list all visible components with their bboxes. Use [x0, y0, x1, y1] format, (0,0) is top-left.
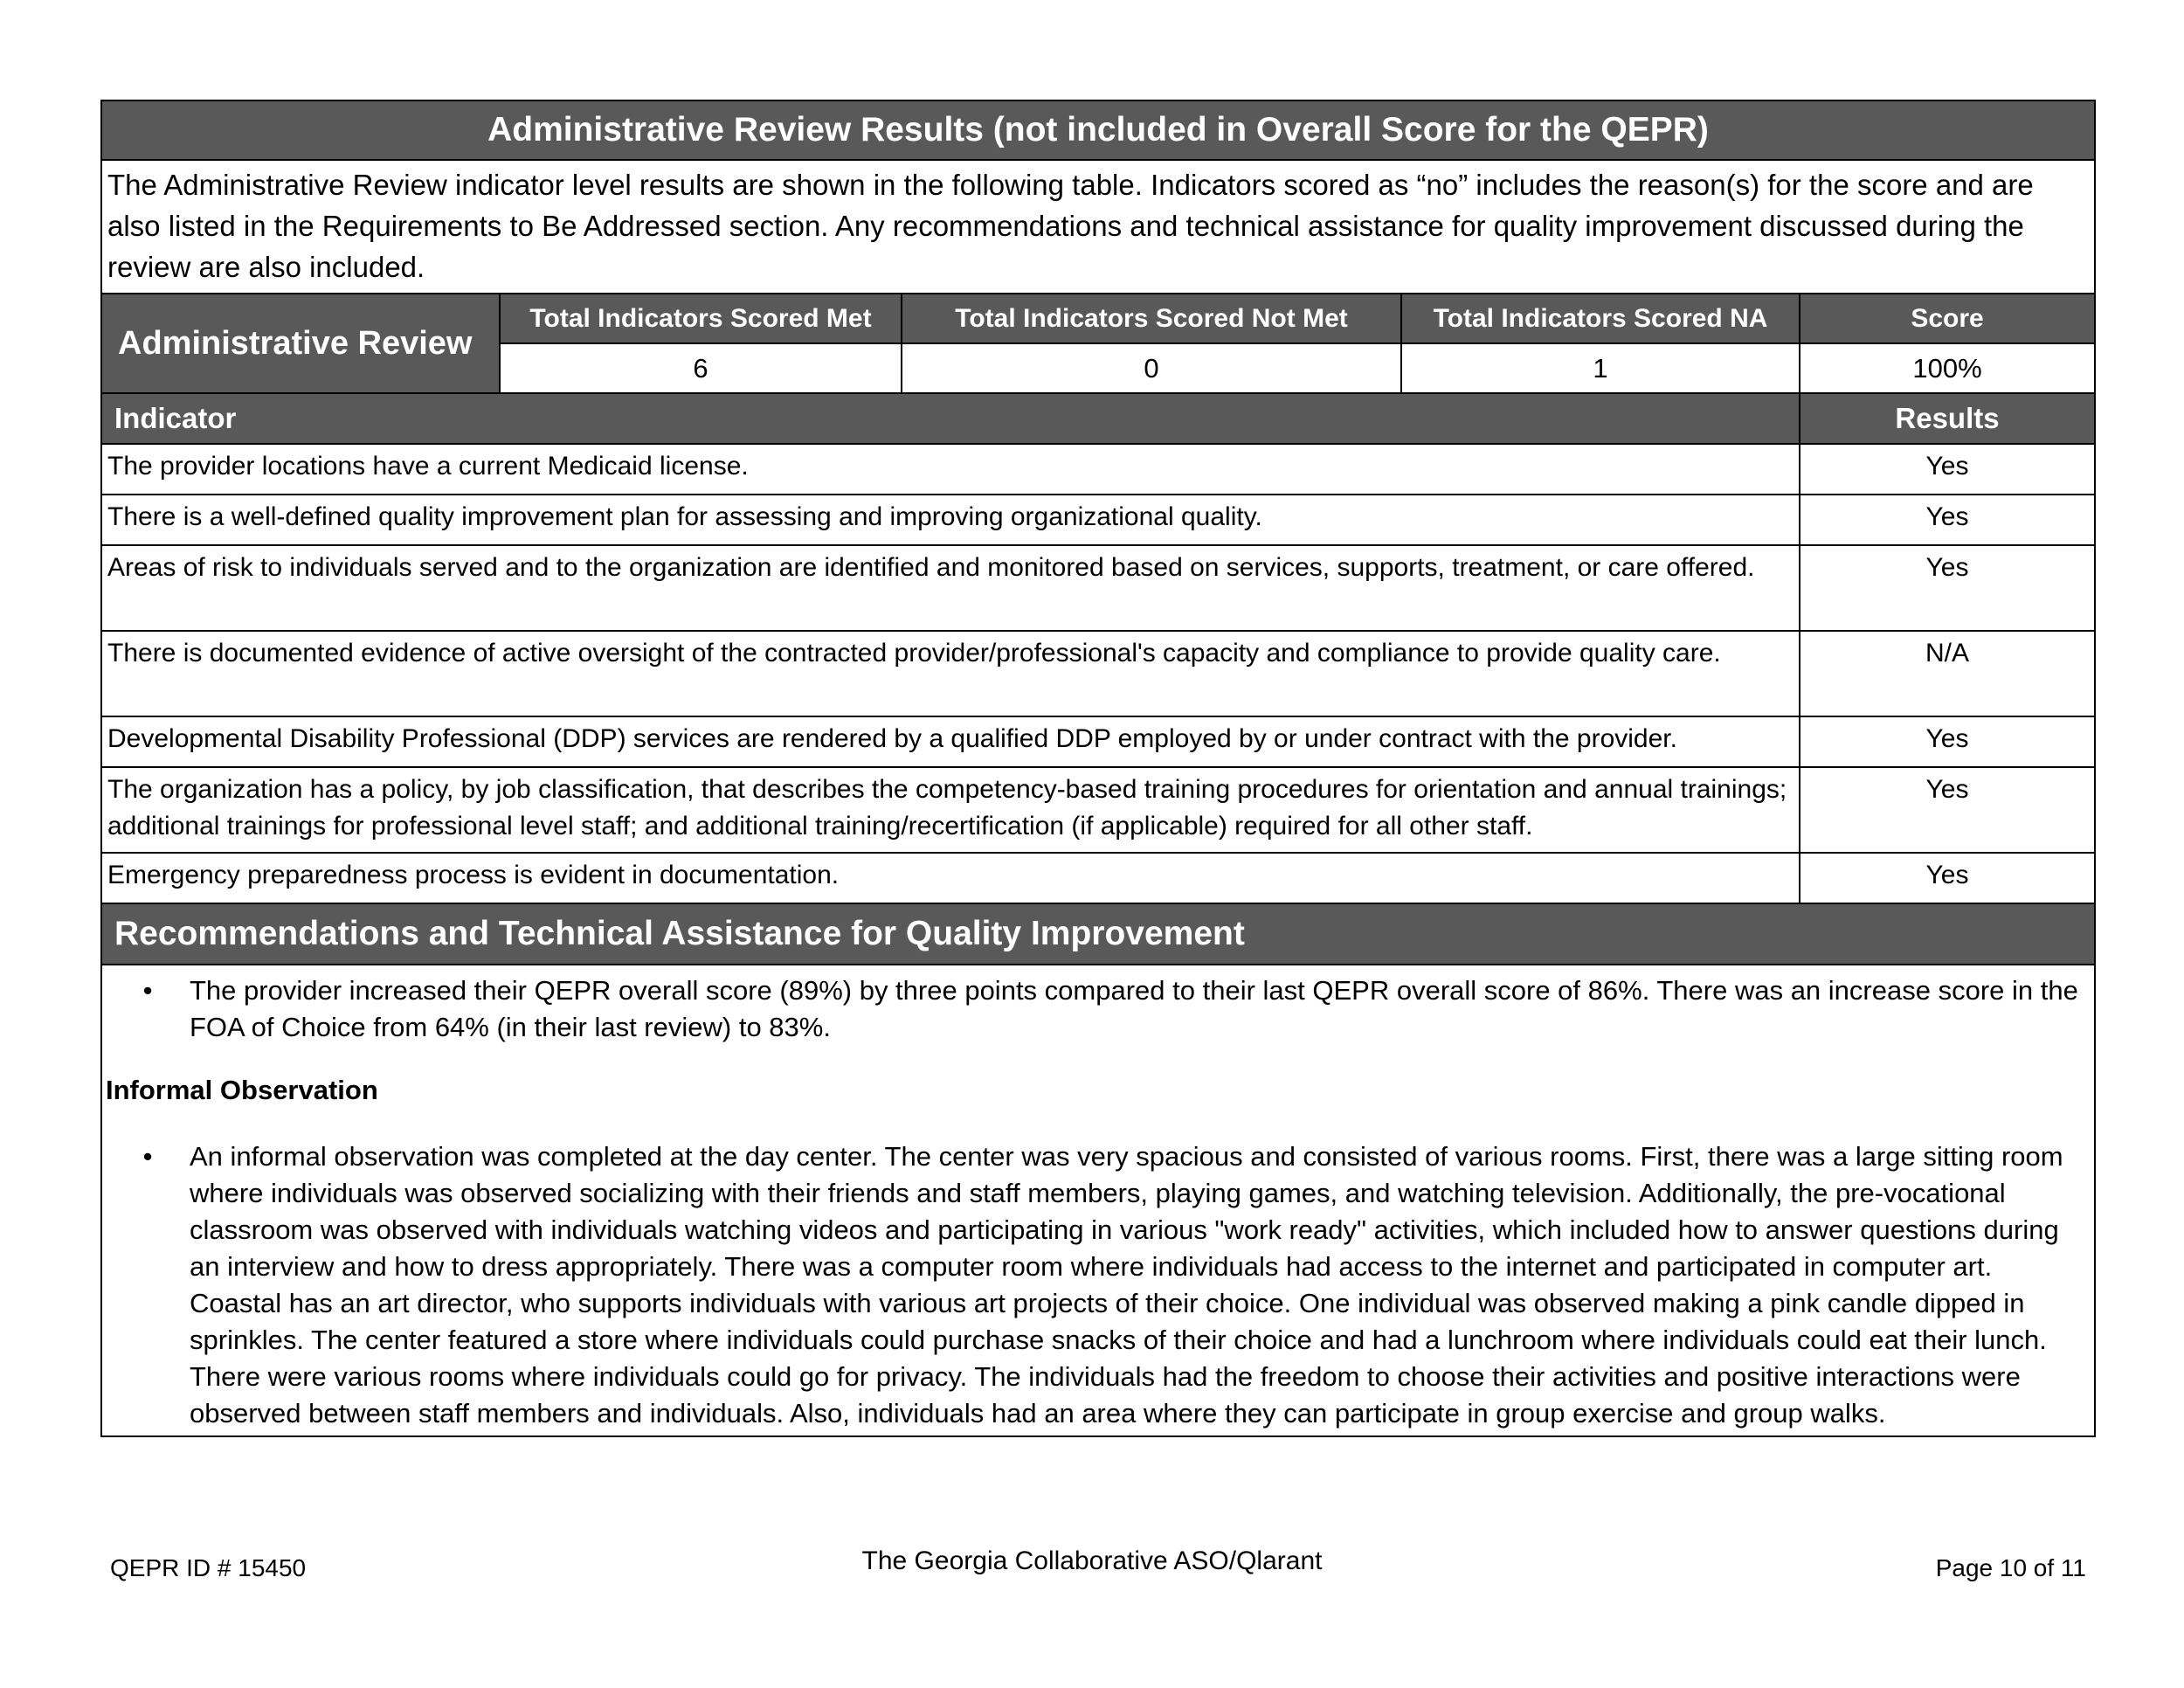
- indicator-row: [101, 545, 2095, 631]
- administrative-review-table: [100, 100, 2096, 1437]
- administrative-review-document: [100, 100, 2094, 1437]
- indicator-text: Emergency preparedness process is evident in documentation.: [101, 853, 1800, 903]
- indicator-result: Yes: [1800, 545, 2095, 631]
- indicator-row: [101, 853, 2095, 903]
- indicator-result: Yes: [1800, 853, 2095, 903]
- header-scored-met: Total Indicators Scored Met: [500, 294, 902, 343]
- header-scored-na: Total Indicators Scored NA: [1401, 294, 1800, 343]
- informal-observation-title: Informal Observation: [106, 1075, 378, 1105]
- intro-text: The Administrative Review indicator level results are shown in the following table. Indicators scored as “no” includes the reason(s) for the score and are also listed in the Requirements to Be Addressed section. Any recommendations and technical assistance for quality improvement discussed during the review are also included.: [101, 160, 2095, 294]
- indicator-text: Developmental Disability Professional (DDP) services are rendered by a qualified DDP employed by or under contract with the provider.: [101, 716, 1800, 767]
- indicator-row: [101, 767, 2095, 853]
- recommendations-title: Recommendations and Technical Assistance for Quality Improvement: [101, 903, 2095, 965]
- indicator-row: [101, 495, 2095, 545]
- indicator-text: The provider locations have a current Medicaid license.: [101, 444, 1800, 495]
- indicator-text: There is documented evidence of active oversight of the contracted provider/professional's capacity and compliance to provide quality care.: [101, 631, 1800, 716]
- header-scored-not-met: Total Indicators Scored Not Met: [902, 294, 1401, 343]
- recommendation-bullet: [106, 972, 2089, 1046]
- indicator-text: The organization has a policy, by job classification, that describes the competency-based training procedures for orientation and annual trainings; additional trainings for professional level staff; and additional training/recertification (if applicable) required for all other staff.: [101, 767, 1800, 853]
- value-scored-met: 6: [500, 343, 902, 393]
- footer-page-number: Page 10 of 11: [1935, 1554, 2086, 1581]
- recommendations-body: [101, 965, 2095, 1436]
- indicator-row: [101, 631, 2095, 716]
- indicator-text: Areas of risk to individuals served and to the organization are identified and monitored based on services, supports, treatment, or care offered.: [101, 545, 1800, 631]
- header-score: Score: [1800, 294, 2095, 343]
- results-column-header: Results: [1800, 393, 2095, 444]
- value-scored-na: 1: [1401, 343, 1800, 393]
- footer-organization: The Georgia Collaborative ASO/Qlarant: [861, 1546, 1323, 1575]
- indicator-result: Yes: [1800, 767, 2095, 853]
- observation-text: An informal observation was completed at the day center. The center was very spacious and consisted of various rooms. First, there was a large sitting room where individuals was observed socializing with their friends and staff members, playing games, and watching television. Additionally, the pre-vocational classroom was observed with individuals watching videos and participating in various "work ready" activities, which included how to answer questions during an interview and how to dress appropriately. There was a computer room where individuals had access to the internet and participated in computer art. Coastal has an art director, who supports individuals with various art projects of their choice. One individual was observed making a pink candle dipped in sprinkles. The center featured a store where individuals could purchase snacks of their choice and had a lunchroom where individuals could eat their lunch. There were various rooms where individuals could go for privacy. The individuals had the freedom to choose their activities and positive interactions were observed between staff members and individuals. Also, individuals had an area where they can participate in group exercise and group walks.: [190, 1141, 2063, 1429]
- recommendation-text: The provider increased their QEPR overall score (89%) by three points compared to their last QEPR overall score of 86%. There was an increase score in the FOA of Choice from 64% (in their last review) to 83%.: [190, 975, 2078, 1042]
- indicator-column-header: Indicator: [101, 393, 1800, 444]
- bullet-icon: •: [142, 975, 153, 1006]
- indicator-text: There is a well-defined quality improvement plan for assessing and improving organizational quality.: [101, 495, 1800, 545]
- admin-review-label: Administrative Review: [101, 294, 500, 393]
- bullet-icon: •: [142, 1141, 153, 1172]
- value-scored-not-met: 0: [902, 343, 1401, 393]
- indicator-result: N/A: [1800, 631, 2095, 716]
- section-title: Administrative Review Results (not included in Overall Score for the QEPR): [101, 100, 2095, 160]
- indicator-result: Yes: [1800, 495, 2095, 545]
- footer-qepr-id: QEPR ID # 15450: [110, 1554, 307, 1581]
- indicator-result: Yes: [1800, 716, 2095, 767]
- indicator-result: Yes: [1800, 444, 2095, 495]
- indicator-row: [101, 716, 2095, 767]
- indicator-row: [101, 444, 2095, 495]
- observation-bullet: [106, 1138, 2089, 1432]
- value-score: 100%: [1800, 343, 2095, 393]
